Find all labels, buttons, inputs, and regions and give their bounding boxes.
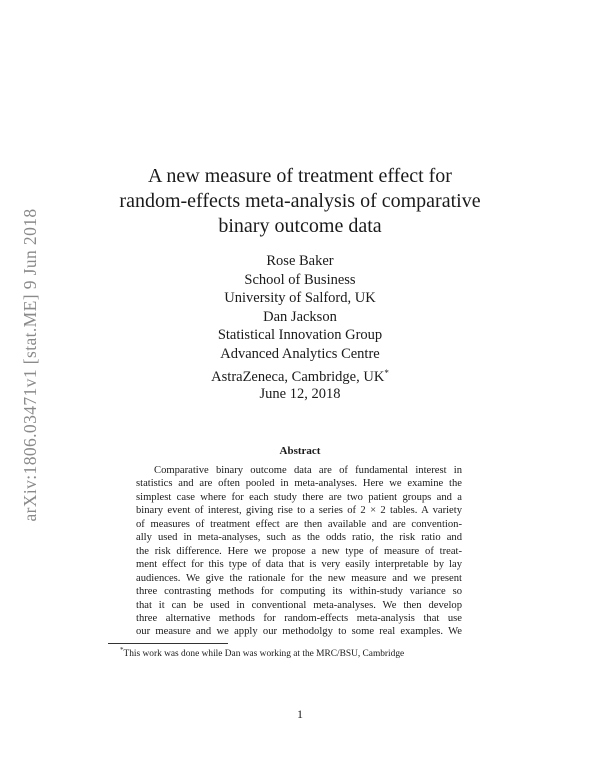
footnote-text: This work was done while Dan was working at the MRC/BSU, Cambridge: [123, 649, 405, 659]
author-affiliation: University of Salford, UK: [224, 290, 376, 307]
abstract-line: our measure and we apply our methodolgy to some real examples. We: [136, 626, 462, 638]
abstract-line: simplest case where for each study there are two patient groups and a: [136, 491, 462, 503]
abstract-heading: Abstract: [279, 445, 321, 457]
abstract-line: that it can be used in conventional meta-analyses. We then develop: [136, 599, 462, 611]
author-affiliation: AstraZeneca, Cambridge, UK*: [211, 367, 389, 385]
footnote-divider: [108, 643, 228, 644]
title-line: A new measure of treatment effect for: [148, 165, 452, 187]
paper-title: [100, 164, 500, 239]
abstract-line: three alternative methods for random-effects meta-analysis that use: [136, 612, 462, 624]
abstract-line: of measures of treatment effect are then available and are convention-: [136, 518, 462, 530]
page-number: 1: [297, 707, 303, 721]
abstract-line: three contrasting methods for computing its within-study variance so: [136, 586, 462, 598]
footnote: [120, 646, 404, 659]
author-block: [150, 252, 450, 386]
title-line: binary outcome data: [218, 215, 382, 237]
abstract-line: binary event of interest, giving rise to a series of 2 × 2 tables. A variety: [136, 505, 462, 517]
author-affiliation: Advanced Analytics Centre: [220, 345, 380, 362]
abstract-line: ally used in meta-analyses, such as the odds ratio, the risk ratio and: [136, 532, 462, 544]
abstract-line: Comparative binary outcome data are of fundamental interest in: [154, 465, 462, 476]
abstract-body: [136, 464, 462, 639]
publication-date: June 12, 2018: [259, 386, 341, 402]
author-name: Dan Jackson: [263, 308, 337, 325]
author-affiliation: Statistical Innovation Group: [217, 327, 383, 344]
title-line: random-effects meta-analysis of comparative: [119, 190, 481, 212]
arxiv-identifier-stamp: arXiv:1806.03471v1 [stat.ME] 9 Jun 2018: [20, 208, 40, 522]
abstract-line: audiences. We give the rationale for the new measure and we present: [136, 572, 462, 584]
abstract-line: ment effect for this type of data that is very easily interpretable by lay: [136, 559, 462, 571]
abstract-line: the risk difference. Here we propose a new type of measure of treat-: [136, 545, 462, 557]
abstract-line: statistics and are often pooled in meta-analyses. Here we examine the: [136, 478, 462, 490]
footnote-marker: *: [120, 646, 124, 654]
author-affiliation: School of Business: [244, 271, 356, 288]
footnote-marker: *: [384, 367, 389, 378]
author-name: Rose Baker: [266, 253, 334, 269]
